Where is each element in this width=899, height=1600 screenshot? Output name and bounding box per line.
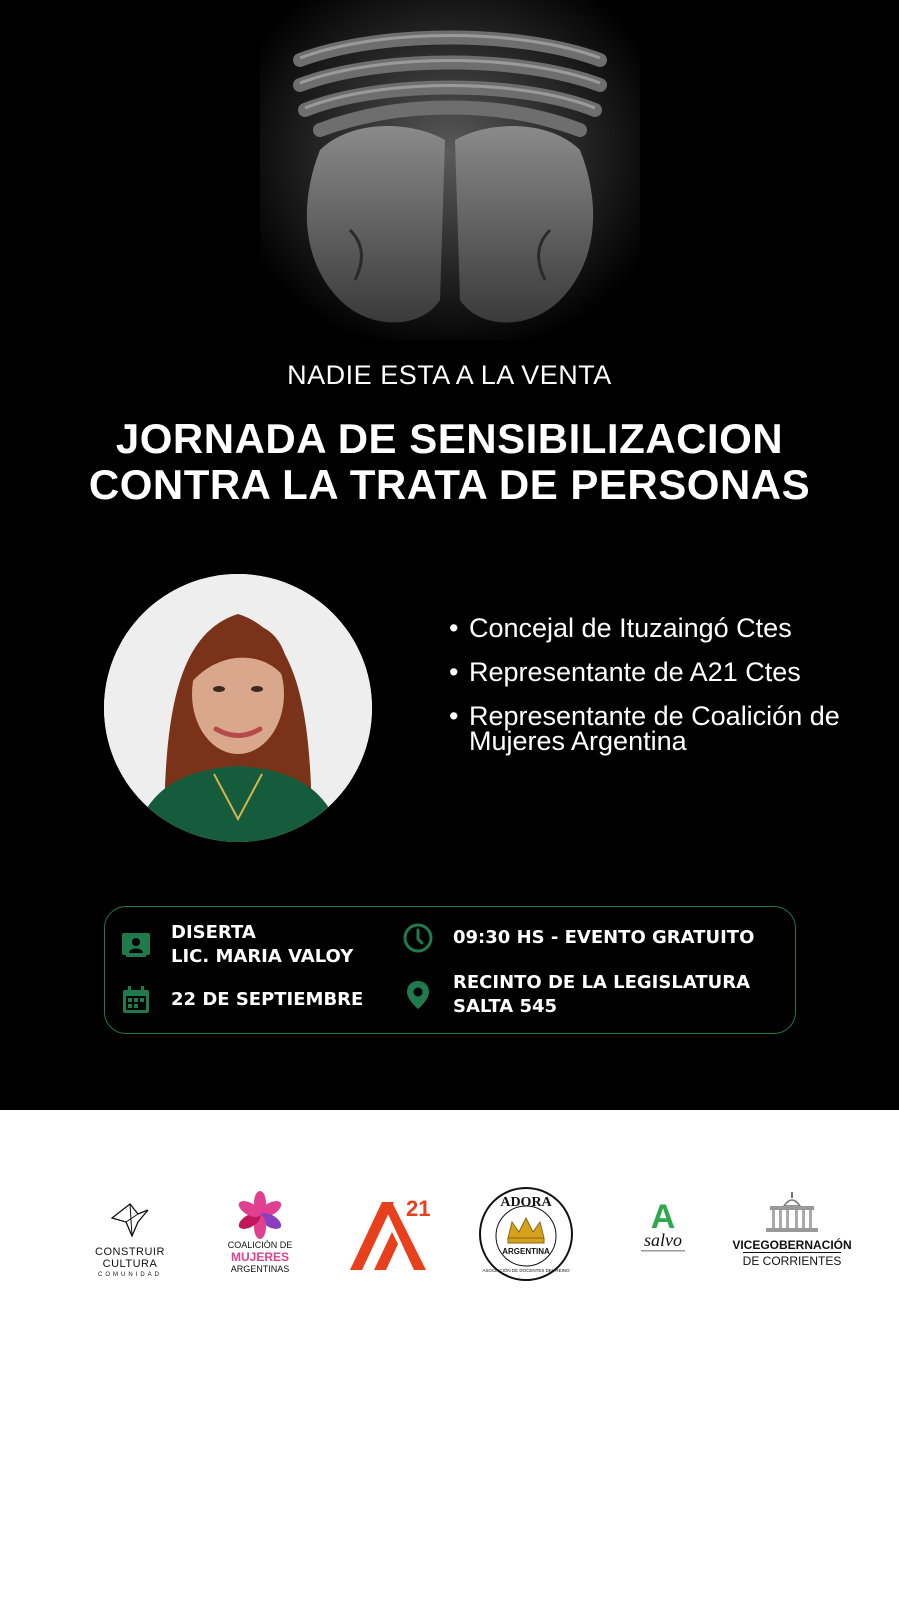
a-salvo-logo <box>628 1198 698 1254</box>
a21-number: 21 <box>406 1196 431 1221</box>
legislature-building-icon <box>762 1190 822 1234</box>
a21-mark-icon <box>348 1192 442 1272</box>
venue-detail <box>401 971 750 1019</box>
vicegobernacion-line-1: VICEGOBERNACIÓN <box>732 1238 852 1252</box>
event-title <box>0 416 899 508</box>
adora-seal-icon <box>478 1186 574 1282</box>
a-salvo-letter: A <box>650 1198 676 1236</box>
speaker-detail-name: LIC. MARIA VALOY <box>171 946 354 967</box>
venue-detail-line-2: SALTA 545 <box>453 996 558 1017</box>
adora-ring-text: ASOCIACIÓN DE DOCENTES DEL REINO <box>482 1268 570 1273</box>
time-detail-text: 09:30 HS - EVENTO GRATUITO <box>453 927 755 948</box>
coalicion-mujeres-logo <box>215 1190 305 1274</box>
construir-cultura-logo <box>70 1200 190 1278</box>
adora-title: ADORA <box>500 1195 552 1210</box>
event-title-line-2: CONTRA LA TRATA DE PERSONAS <box>88 461 811 508</box>
a-salvo-word: salvo <box>644 1230 682 1250</box>
date-detail <box>119 983 363 1017</box>
vicegobernacion-corrientes-logo <box>732 1190 852 1268</box>
venue-detail-line-1: RECINTO DE LA LEGISLATURA <box>453 972 751 993</box>
speaker-portrait <box>104 574 372 842</box>
time-detail <box>401 921 754 955</box>
a21-logo <box>348 1192 442 1272</box>
date-detail-text: 22 DE SEPTIEMBRE <box>171 989 364 1010</box>
speaker-detail <box>119 921 353 969</box>
bound-hands-photo <box>260 0 640 340</box>
calendar-icon <box>119 983 153 1017</box>
coalicion-line-1: COALICIÓN DE <box>227 1240 293 1250</box>
event-title-line-1: JORNADA DE SENSIBILIZACION <box>115 415 784 462</box>
a-salvo-mark-icon <box>631 1198 695 1254</box>
sponsor-logos <box>0 1190 899 1300</box>
event-details-box <box>104 906 796 1034</box>
construir-cultura-sub: COMUNIDAD <box>98 1272 162 1278</box>
adora-argentina-logo <box>478 1186 574 1282</box>
coalicion-line-2: MUJERES <box>230 1250 289 1264</box>
credential-item: • Representante de A21 Ctes <box>449 660 889 685</box>
location-pin-icon <box>401 978 435 1012</box>
adora-country: ARGENTINA <box>502 1247 550 1256</box>
event-tagline: NADIE ESTA A LA VENTA <box>287 360 612 390</box>
credential-item: • Representante de Coalición de Mujeres Argentina <box>449 704 889 754</box>
construir-cultura-name: CONSTRUIR CULTURA <box>95 1246 165 1270</box>
origami-bird-icon <box>108 1200 152 1240</box>
speaker-portrait-drawing <box>104 574 372 842</box>
coalicion-line-3: ARGENTINAS <box>230 1264 290 1274</box>
clock-icon <box>401 921 435 955</box>
vicegobernacion-line-2: DE CORRIENTES <box>742 1254 842 1268</box>
presenter-icon <box>119 928 153 962</box>
flower-icon <box>233 1190 287 1240</box>
speaker-credentials <box>449 613 889 773</box>
credential-item: • Concejal de Ituzaingó Ctes <box>449 616 889 641</box>
speaker-detail-label: DISERTA <box>171 922 256 943</box>
